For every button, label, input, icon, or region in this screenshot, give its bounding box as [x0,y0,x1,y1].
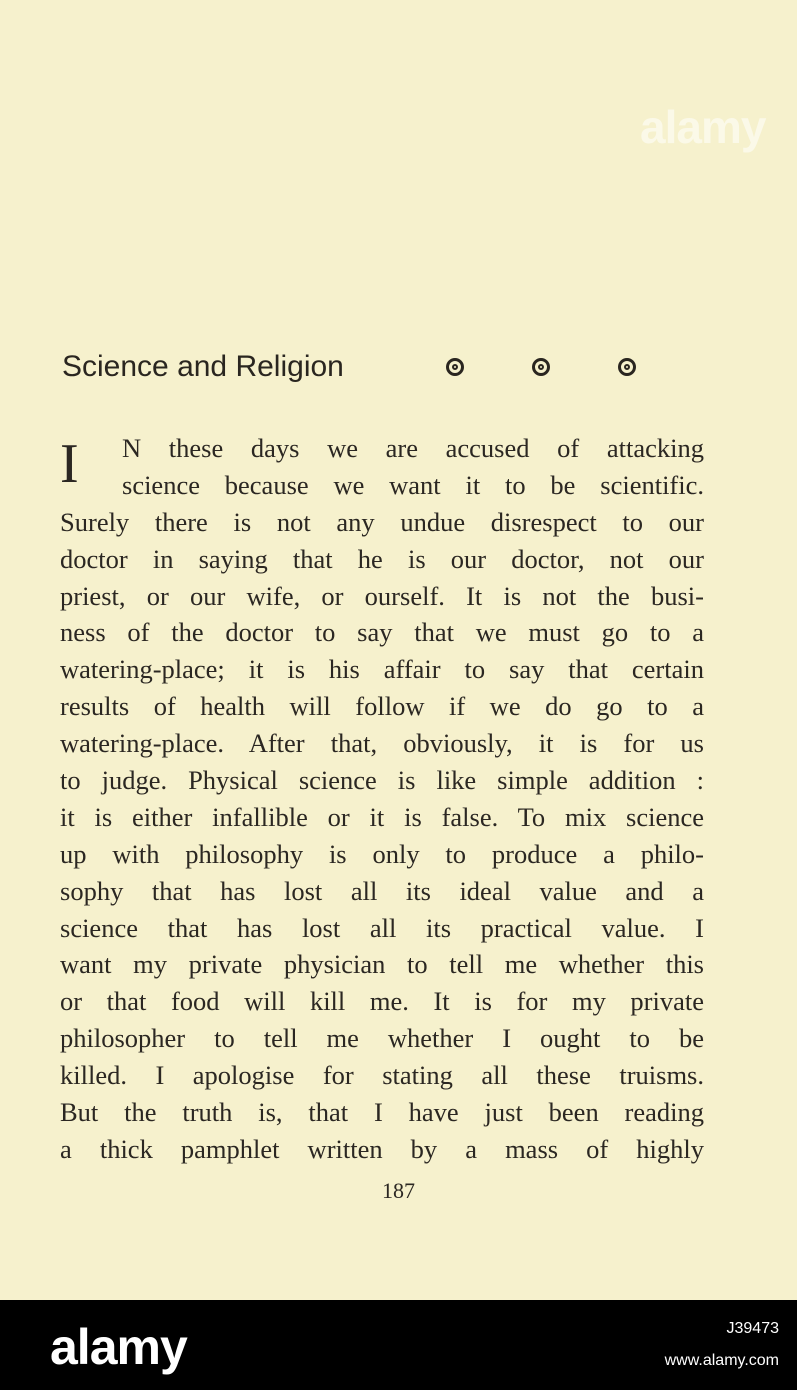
text-line: doctor in saying that he is our doctor, not our [60,543,704,574]
chapter-title: Science and Religion [62,350,344,383]
drop-cap: I [60,433,79,495]
text-line: Surely there is not any undue disrespect to our [60,506,704,537]
chapter-heading [62,350,702,394]
text-line: But the truth is, that I have just been reading [60,1097,704,1128]
text-line: to judge. Physical science is like simple addition : [60,765,704,796]
ornament-icon [618,358,636,376]
text-line: a thick pamphlet written by a mass of highly [60,1133,704,1164]
ornament-icon [446,358,464,376]
ornament-icon [532,358,550,376]
text-line: results of health will follow if we do go to a [60,691,704,722]
watermark: alamy [640,101,766,153]
site-url: www.alamy.com [664,1352,779,1369]
text-line: sophy that has lost all its ideal value and a [60,875,704,906]
text-line: killed. I apologise for stating all these truisms. [60,1060,704,1091]
page-number: 187 [382,1178,415,1203]
text-line: it is either infallible or it is false. To mix science [60,801,704,832]
text-line: science that has lost all its practical value. I [60,912,704,943]
text-line: watering-place. After that, obviously, it is for us [60,728,704,759]
watermark-footer [0,1300,797,1390]
text-line: want my private physician to tell me whether this [60,949,704,980]
image-id: J39473 [726,1320,779,1337]
text-line: up with philosophy is only to produce a philo- [60,838,704,869]
text-line: philosopher to tell me whether I ought to be [60,1023,704,1054]
text-line: ness of the doctor to say that we must go to a [60,617,704,648]
text-line: watering-place; it is his affair to say that certain [60,654,704,685]
alamy-logo: alamy [50,1319,187,1375]
text-line: priest, or our wife, or ourself. It is not the busi- [60,580,704,611]
body-text [60,430,704,1168]
text-line: science because we want it to be scientific. [122,469,704,500]
text-line: N these days we are accused of attacking [122,433,704,463]
text-line: or that food will kill me. It is for my private [60,986,704,1017]
